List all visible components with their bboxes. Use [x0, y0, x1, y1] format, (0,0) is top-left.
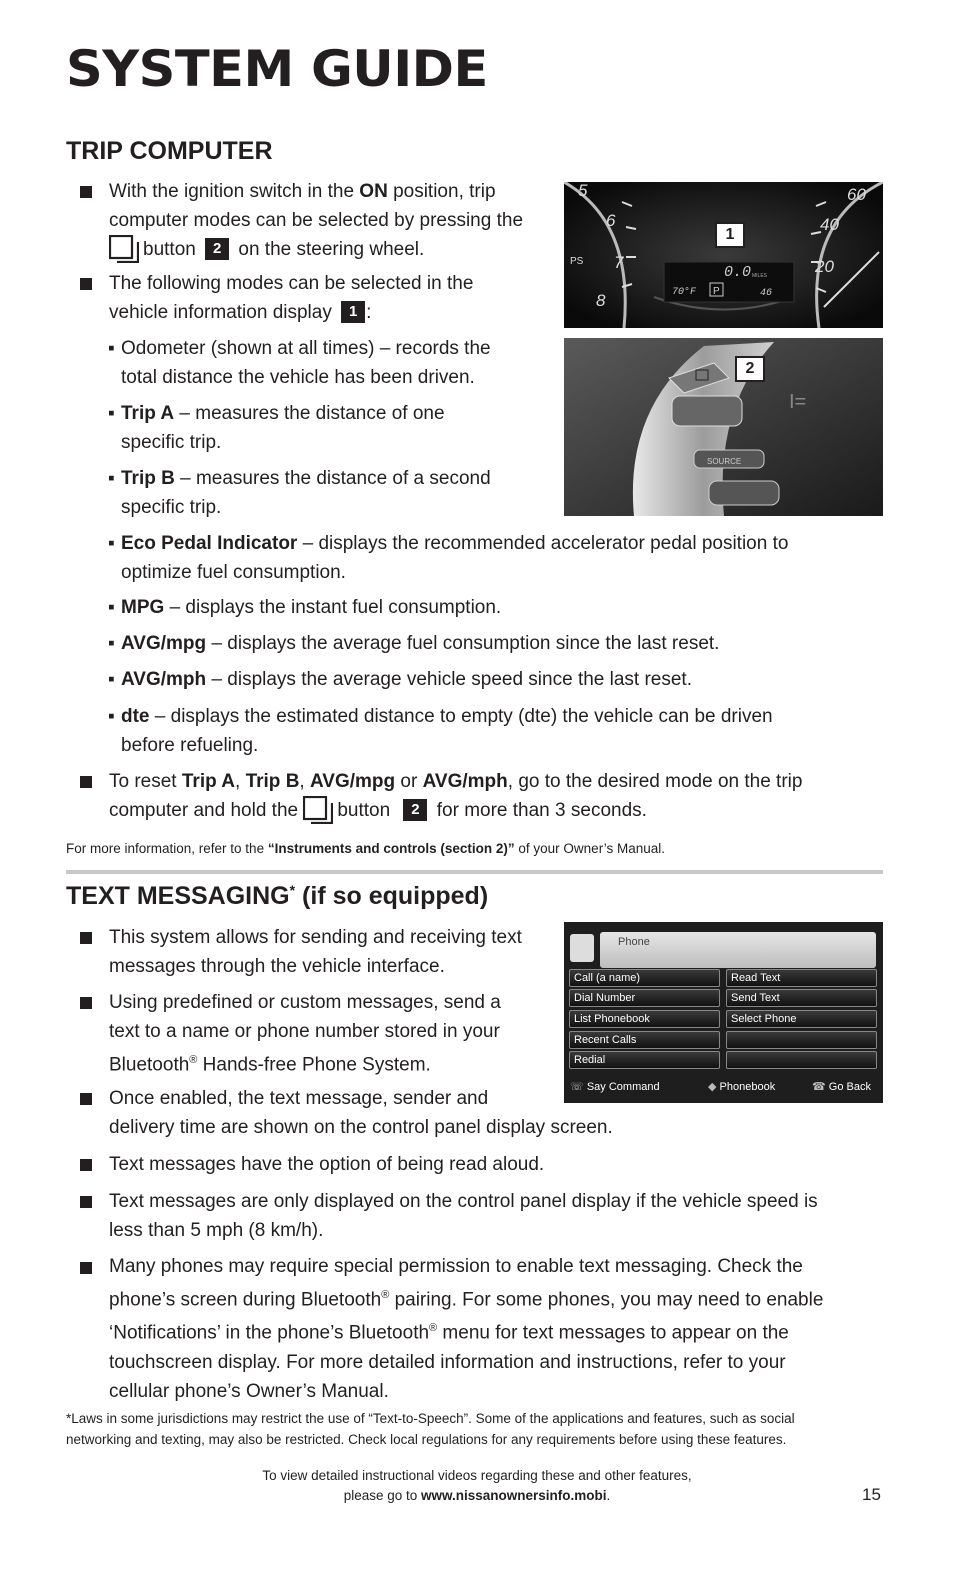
badge-1: 1 — [341, 301, 365, 323]
badge-2: 2 — [403, 799, 427, 821]
dash-display-main: 0.0 — [724, 264, 752, 281]
phone-phonebook[interactable]: ◆ Phonebook — [708, 1081, 776, 1093]
bullet-square — [80, 997, 92, 1009]
mode-trip-b: ▪ Trip B – measures the distance of a second specific trip. — [108, 468, 491, 518]
dash-number: 40 — [820, 215, 839, 234]
text-bullet-system: This system allows for sending and receiving text messages through the vehicle interface. — [109, 927, 522, 977]
dash-number: 6 — [606, 211, 616, 230]
page-title: SYSTEM GUIDE — [66, 40, 488, 98]
steering-wheel-photo — [564, 338, 883, 516]
callout-badge-1: 1 — [715, 222, 745, 248]
phone-menu-list-phonebook[interactable]: List Phonebook — [569, 1010, 720, 1028]
trip-more-info: For more information, refer to the “Instruments and controls (section 2)” of your Owner’s Manual. — [66, 841, 665, 856]
phone-menu-empty — [726, 1031, 877, 1049]
text-bullet-permissions: Many phones may require special permission to enable text messaging. Check the phone’s screen during Bluetooth® pairing. For some phones, you may need to enable ‘Notifications’ in the phone’s Bluetooth® menu for text messages to appear on the touchscreen display. For more detailed information and instructions, refer to your cellular phone’s Owner’s Manual. — [109, 1256, 824, 1402]
section-divider — [66, 870, 883, 874]
phone-menu-send-text[interactable]: Send Text — [726, 989, 877, 1007]
phonebook-icon: ◆ — [708, 1081, 717, 1093]
phone-menu-read-text[interactable]: Read Text — [726, 969, 877, 987]
mode-mpg: ▪ MPG – displays the instant fuel consumption. — [108, 597, 502, 618]
dash-number: 8 — [596, 291, 606, 310]
dash-gear: P — [713, 286, 720, 297]
back-icon: ☎ — [812, 1081, 826, 1093]
dash-temp: 70°F — [672, 287, 697, 298]
bullet-square — [80, 186, 92, 198]
phone-menu-call-name[interactable]: Call (a name) — [569, 969, 720, 987]
dash-display-unit: MILES — [752, 273, 768, 279]
trip-bullet-modes: The following modes can be selected in the vehicle information display 1 : — [109, 273, 474, 323]
mode-avg-mpg: ▪ AVG/mpg – displays the average fuel consumption since the last reset. — [108, 633, 720, 654]
phone-screen-title: Phone — [618, 936, 650, 948]
phone-go-back[interactable]: ☎ Go Back — [812, 1081, 871, 1093]
phone-say-command[interactable]: ☏ Say Command — [570, 1081, 660, 1093]
text-bullet-enabled: Once enabled, the text message, sender and delivery time are shown on the control panel display screen. — [109, 1088, 613, 1138]
badge-2: 2 — [205, 238, 229, 260]
bullet-square — [80, 932, 92, 944]
footer-videos-note: To view detailed instructional videos regarding these and other features, please go to www.nissanownersinfo.mobi. — [262, 1468, 692, 1503]
text-bullet-read-aloud: Text messages have the option of being read aloud. — [109, 1154, 545, 1175]
phone-handset-icon — [570, 934, 594, 962]
dash-number: 7 — [614, 253, 624, 272]
phone-menu-empty — [726, 1051, 877, 1069]
bullet-square — [80, 278, 92, 290]
instrument-cluster-photo — [564, 182, 883, 328]
phone-menu-recent-calls[interactable]: Recent Calls — [569, 1031, 720, 1049]
bullet-square — [80, 1093, 92, 1105]
voice-icon: ☏ — [570, 1081, 584, 1093]
phone-menu-dial-number[interactable]: Dial Number — [569, 989, 720, 1007]
text-bullet-predefined: Using predefined or custom messages, send a text to a name or phone number stored in your Bluetooth® Hands-free Phone System. — [109, 992, 501, 1076]
page-number: 15 — [862, 1485, 881, 1504]
footer-url-link[interactable]: www.nissanownersinfo.mobi — [421, 1488, 607, 1503]
mode-eco-pedal: ▪ Eco Pedal Indicator – displays the recommended accelerator pedal position to optimize fuel consumption. — [108, 533, 789, 583]
trip-computer-heading: TRIP COMPUTER — [66, 137, 273, 165]
phone-screen-photo — [564, 922, 883, 1103]
phone-menu-select-phone[interactable]: Select Phone — [726, 1010, 877, 1028]
bullet-square — [80, 776, 92, 788]
dash-ps: PS — [570, 256, 584, 267]
bullet-square — [80, 1159, 92, 1171]
mode-avg-mph: ▪ AVG/mph – displays the average vehicle speed since the last reset. — [108, 669, 692, 690]
display-button-icon — [303, 796, 333, 824]
text-messaging-heading: TEXT MESSAGING* (if so equipped) — [66, 882, 489, 910]
mode-trip-a: ▪ Trip A – measures the distance of one specific trip. — [108, 403, 445, 453]
dash-number: 60 — [847, 185, 866, 204]
dash-range: 46 — [760, 288, 773, 299]
text-bullet-speed: Text messages are only displayed on the control panel display if the vehicle speed is less than 5 mph (8 km/h). — [109, 1191, 818, 1241]
wheel-source-label: SOURCE — [707, 457, 742, 466]
callout-badge-2: 2 — [735, 356, 765, 382]
mode-odometer: ▪ Odometer (shown at all times) – records the total distance the vehicle has been driven. — [108, 338, 491, 388]
phone-menu-redial[interactable]: Redial — [569, 1051, 720, 1069]
display-button-icon — [109, 235, 139, 263]
trip-bullet-reset: To reset Trip A, Trip B, AVG/mpg or AVG/mph, go to the desired mode on the trip computer and hold the button 2 for more than 3 seconds. — [109, 767, 889, 825]
svg-text:I=: I= — [789, 391, 807, 413]
bullet-square — [80, 1262, 92, 1274]
text-messaging-footnote: *Laws in some jurisdictions may restrict the use of “Text-to-Speech”. Some of the applications and features, such as social networking and texting, may also be restricted. Check local regulations for any requirements before using these features. — [66, 1411, 795, 1447]
trip-bullet-ignition: With the ignition switch in the ON position, trip computer modes can be selected by pressing the button 2 on the steering wheel. — [109, 177, 559, 264]
bullet-square — [80, 1196, 92, 1208]
dash-number: 5 — [578, 182, 588, 200]
mode-dte: ▪ dte – displays the estimated distance to empty (dte) the vehicle can be driven before refueling. — [108, 706, 773, 756]
dash-number: 20 — [815, 257, 834, 276]
